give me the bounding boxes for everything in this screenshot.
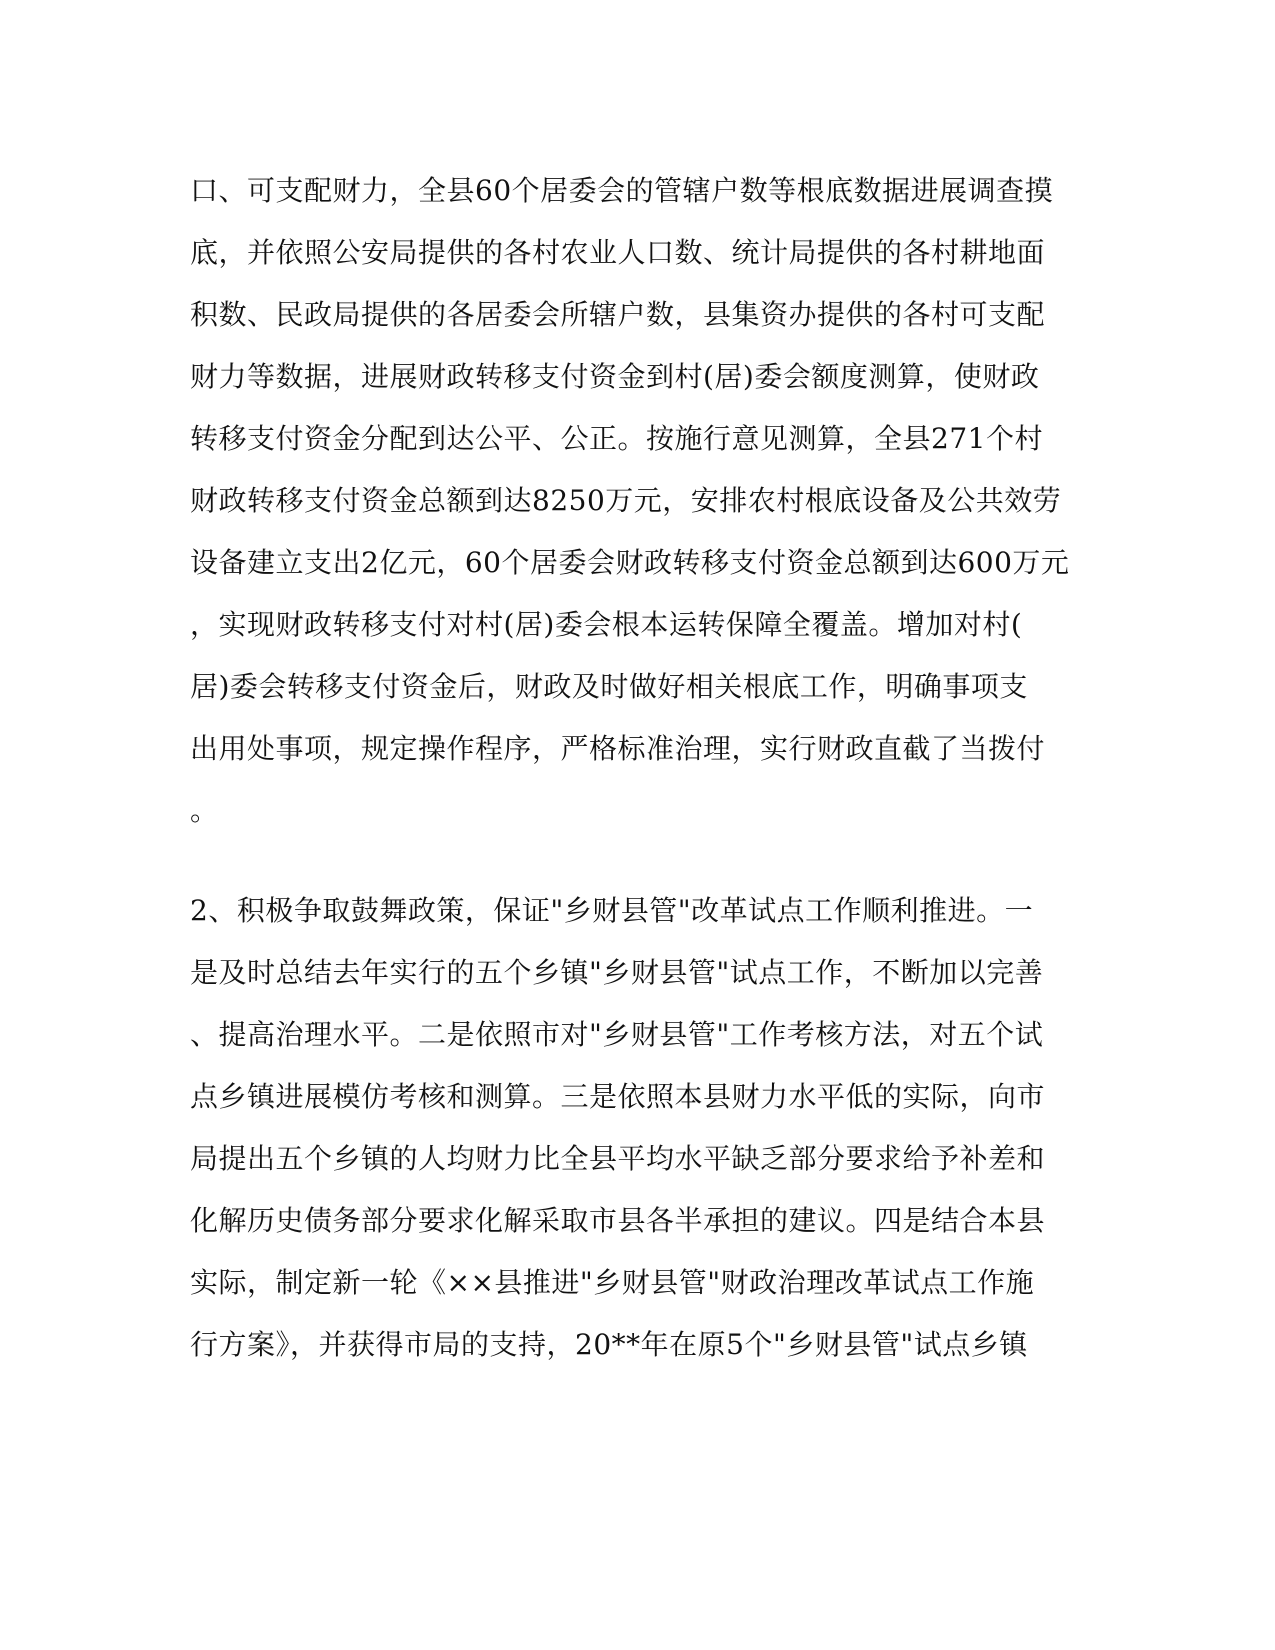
text-line: 转移支付资金分配到达公平、公正。按施行意见测算，全县271个村 — [190, 422, 1043, 455]
text-line: 化解历史债务部分要求化解采取市县各半承担的建议。四是结合本县 — [190, 1204, 1046, 1237]
text-line: 行方案》，并获得市局的支持，20**年在原5个"乡财县管"试点乡镇 — [190, 1328, 1028, 1361]
paragraph-1 — [190, 160, 1070, 842]
text-line: 财力等数据，进展财政转移支付资金到村(居)委会额度测算，使财政 — [190, 360, 1040, 393]
text-line: 出用处事项，规定操作程序，严格标准治理，实行财政直截了当拨付 — [190, 732, 1046, 765]
text-line: 居)委会转移支付资金后，财政及时做好相关根底工作，明确事项支 — [190, 670, 1028, 703]
text-line: 。 — [190, 794, 219, 827]
text-line: 局提出五个乡镇的人均财力比全县平均水平缺乏部分要求给予补差和 — [190, 1142, 1046, 1175]
text-line: 实际，制定新一轮《××县推进"乡财县管"财政治理改革试点工作施 — [190, 1266, 1035, 1299]
text-line: 财政转移支付资金总额到达8250万元，安排农村根底设备及公共效劳 — [190, 484, 1062, 517]
text-line: 口、可支配财力，全县60个居委会的管辖户数等根底数据进展调查摸 — [190, 174, 1054, 207]
text-line: ，实现财政转移支付对村(居)委会根本运转保障全覆盖。增加对村( — [190, 608, 1023, 641]
text-line: 2、积极争取鼓舞政策，保证"乡财县管"改革试点工作顺利推进。一 — [190, 894, 1034, 927]
text-line: 积数、民政局提供的各居委会所辖户数，县集资办提供的各村可支配 — [190, 298, 1046, 331]
text-line: 是及时总结去年实行的五个乡镇"乡财县管"试点工作，不断加以完善 — [190, 956, 1044, 989]
text-line: 点乡镇进展模仿考核和测算。三是依照本县财力水平低的实际，向市 — [190, 1080, 1046, 1113]
text-line: 底，并依照公安局提供的各村农业人口数、统计局提供的各村耕地面 — [190, 236, 1046, 269]
text-line: 设备建立支出2亿元，60个居委会财政转移支付资金总额到达600万元 — [190, 546, 1070, 579]
text-line: 、提高治理水平。二是依照市对"乡财县管"工作考核方法，对五个试 — [190, 1018, 1044, 1051]
paragraph-2 — [190, 880, 1070, 1376]
